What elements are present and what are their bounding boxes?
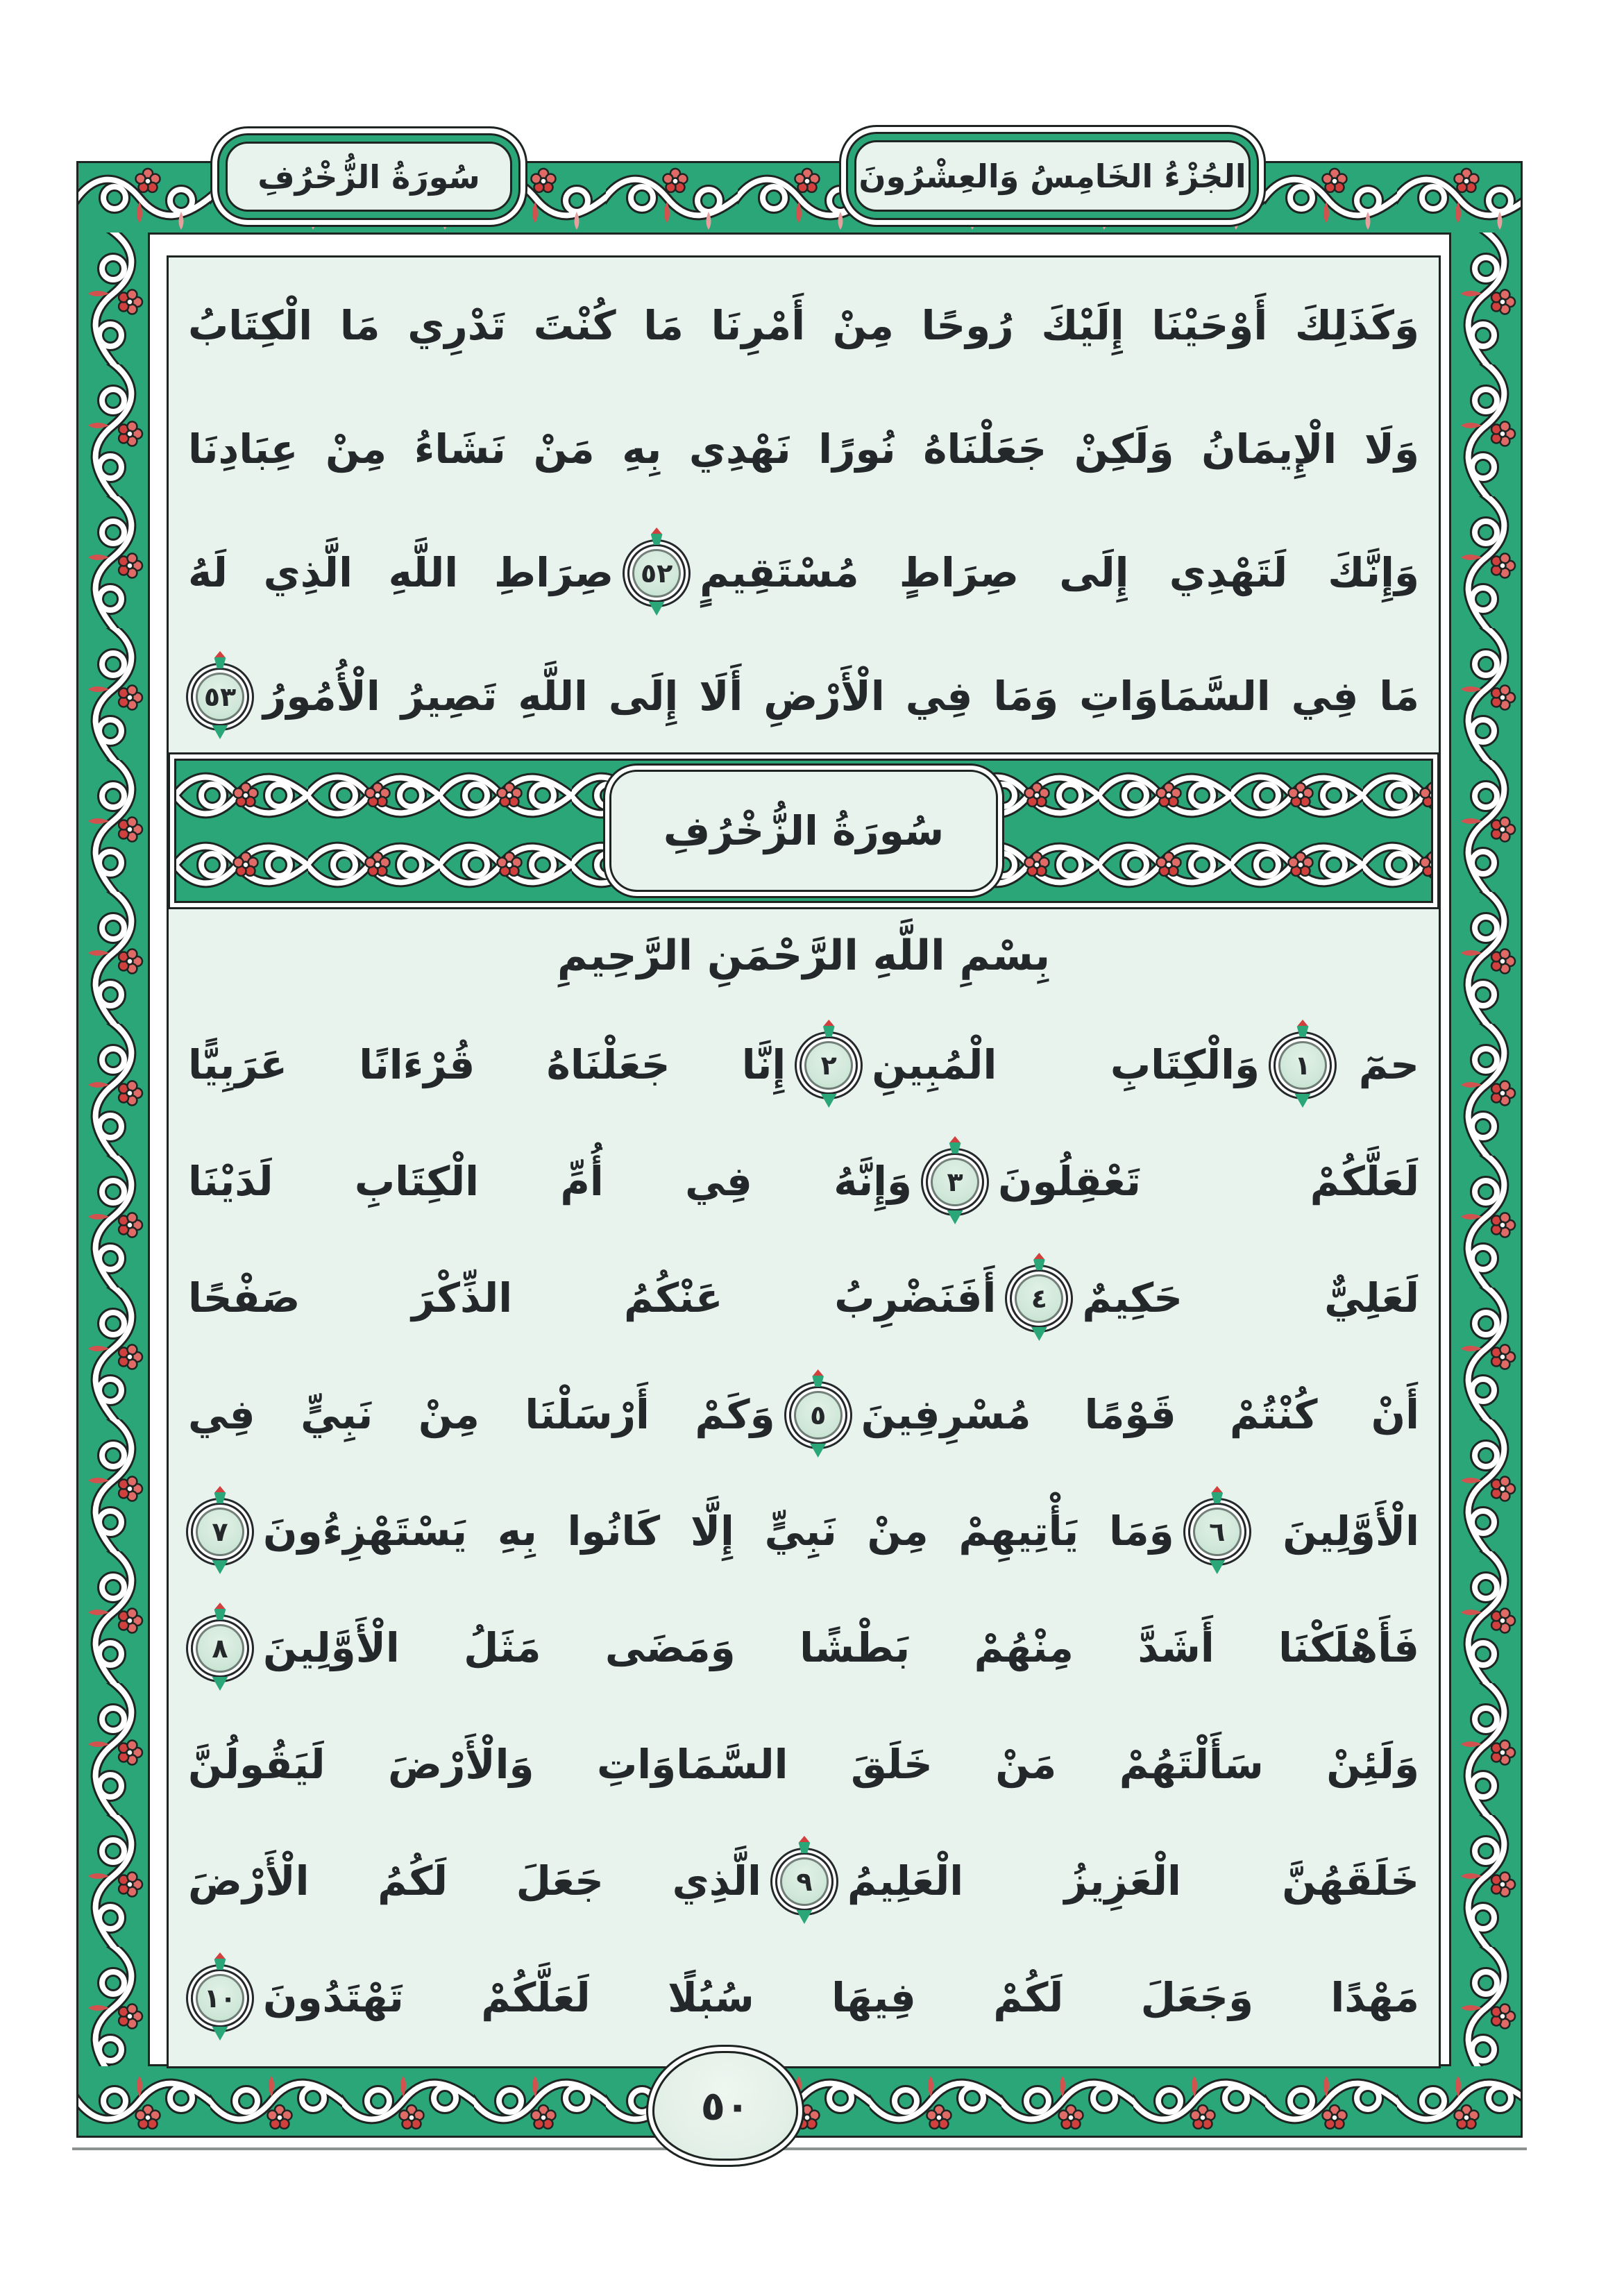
ayah-text: أَفَنَضْرِبُ عَنْكُمُ الذِّكْرَ صَفْحًا (188, 1274, 997, 1322)
verse-marker (1188, 1503, 1246, 1561)
verse-number: ١ (1294, 1050, 1311, 1081)
page-number-medallion (652, 2051, 798, 2161)
verse-marker (789, 1386, 847, 1444)
ayah-line (184, 1823, 1423, 1940)
ayah-line (184, 1124, 1423, 1240)
verse-marker (800, 1036, 858, 1095)
ayah-text: حمٓ (1358, 1041, 1419, 1089)
ayah-line (184, 388, 1423, 512)
verse-marker (627, 544, 686, 602)
verse-number: ٥ (810, 1400, 827, 1430)
header-surah-cartouche-inner (226, 142, 512, 212)
ayah-line (184, 1240, 1423, 1357)
surah-band-title: سُورَةُ الزُّخْرُفِ (663, 807, 945, 854)
verse-marker (191, 1619, 249, 1678)
ayah-text: مَا فِي السَّمَاوَاتِ وَمَا فِي الْأَرْضِ أَلَا إِلَى اللَّهِ تَصِيرُ الْأُمُورُ (263, 673, 1419, 720)
ayah-text: أَنْ كُنْتُمْ قَوْمًا مُسْرِفِينَ (861, 1391, 1419, 1439)
ayah-text: صِرَاطِ اللَّهِ الَّذِي لَهُ (188, 549, 614, 597)
ayah-text: مَهْدًا وَجَعَلَ لَكُمْ فِيهَا سُبُلًا لَعَلَّكُمْ تَهْتَدُونَ (263, 1974, 1419, 2022)
ayah-text: وَكَمْ أَرْسَلْنَا مِنْ نَبِيٍّ فِي (188, 1391, 775, 1439)
basmala: بِسْمِ اللَّهِ الرَّحْمَنِ الرَّحِيمِ (557, 931, 1051, 980)
border-pattern-left (78, 233, 148, 2066)
ayah-text: وَكَذَلِكَ أَوْحَيْنَا إِلَيْكَ رُوحًا مِنْ أَمْرِنَا مَا كُنْتَ تَدْرِي مَا الْكِتَابُ (188, 302, 1419, 350)
quran-text-area (167, 255, 1441, 2068)
ayah-text: وَالْكِتَابِ الْمُبِينِ (872, 1041, 1260, 1089)
verse-number: ٥٣ (203, 682, 237, 712)
ayah-lines-bottom (184, 1007, 1423, 2057)
verse-number: ١٠ (203, 1983, 237, 2014)
header-juz-title: الجُزْءُ الخَامِسُ وَالعِشْرُونَ (858, 157, 1246, 195)
ayah-text: فَأَهْلَكْنَا أَشَدَّ مِنْهُمْ بَطْشًا وَمَضَى مَثَلُ الْأَوَّلِينَ (263, 1624, 1419, 1672)
verse-marker (1010, 1269, 1068, 1328)
verse-number: ٩ (796, 1866, 813, 1897)
bottom-double-rule (72, 2147, 1527, 2150)
verse-marker (191, 1969, 249, 2027)
header-juz-cartouche-inner (854, 140, 1251, 212)
ayah-line (184, 1940, 1423, 2057)
verse-number: ٥٢ (640, 558, 673, 589)
ayah-text: وَإِنَّكَ لَتَهْدِي إِلَى صِرَاطٍ مُسْتَقِيمٍ (700, 549, 1419, 597)
ayah-text: وَلَئِنْ سَأَلْتَهُمْ مَنْ خَلَقَ السَّمَاوَاتِ وَالْأَرْضَ لَيَقُولُنَّ (188, 1741, 1419, 1789)
ayah-line (184, 1474, 1423, 1590)
header-surah-title: سُورَةُ الزُّخْرُفِ (257, 158, 480, 196)
ayah-text: وَلَا الْإِيمَانُ وَلَكِنْ جَعَلْنَاهُ نُورًا نَهْدِي بِهِ مَنْ نَشَاءُ مِنْ عِبَادِنَا (188, 425, 1419, 473)
verse-number: ٤ (1031, 1283, 1047, 1314)
ayah-text: الْأَوَّلِينَ (1283, 1508, 1419, 1555)
ayah-line (184, 1357, 1423, 1474)
ayah-text: لَعَلِيٌّ حَكِيمٌ (1082, 1274, 1419, 1322)
verse-number: ٨ (212, 1633, 228, 1664)
ayah-text: وَمَا يَأْتِيهِمْ مِنْ نَبِيٍّ إِلَّا كَانُوا بِهِ يَسْتَهْزِءُونَ (263, 1508, 1174, 1555)
surah-title-band (174, 759, 1433, 903)
verse-number: ٧ (212, 1517, 228, 1547)
header-juz-cartouche (846, 132, 1259, 220)
ayah-line (184, 264, 1423, 388)
ayah-text: خَلَقَهُنَّ الْعَزِيزُ الْعَلِيمُ (847, 1857, 1419, 1905)
page-number: ٥٠ (700, 2082, 750, 2129)
ayah-line (184, 1590, 1423, 1707)
verse-marker (926, 1153, 984, 1211)
ayah-text: الَّذِي جَعَلَ لَكُمُ الْأَرْضَ (188, 1857, 761, 1905)
ayah-line (184, 635, 1423, 759)
header-surah-cartouche (217, 133, 521, 220)
verse-number: ٦ (1209, 1517, 1226, 1547)
ayah-lines-top (184, 264, 1423, 759)
ayah-line (184, 512, 1423, 635)
ayah-line (184, 1007, 1423, 1124)
ayah-line (184, 1707, 1423, 1823)
border-pattern-bottom (78, 2066, 1521, 2136)
ayah-text: إِنَّا جَعَلْنَاهُ قُرْءَانًا عَرَبِيًّا (188, 1041, 786, 1089)
ayah-text: وَإِنَّهُ فِي أُمِّ الْكِتَابِ لَدَيْنَا (188, 1158, 913, 1206)
verse-number: ٣ (947, 1167, 963, 1197)
verse-marker (191, 1503, 249, 1561)
surah-band-cartouche (609, 770, 998, 892)
ayah-text: لَعَلَّكُمْ تَعْقِلُونَ (998, 1158, 1419, 1206)
verse-marker (1274, 1036, 1332, 1095)
verse-marker (775, 1852, 834, 1911)
verse-marker (191, 668, 249, 726)
verse-number: ٢ (820, 1050, 837, 1081)
border-pattern-right (1451, 233, 1521, 2066)
